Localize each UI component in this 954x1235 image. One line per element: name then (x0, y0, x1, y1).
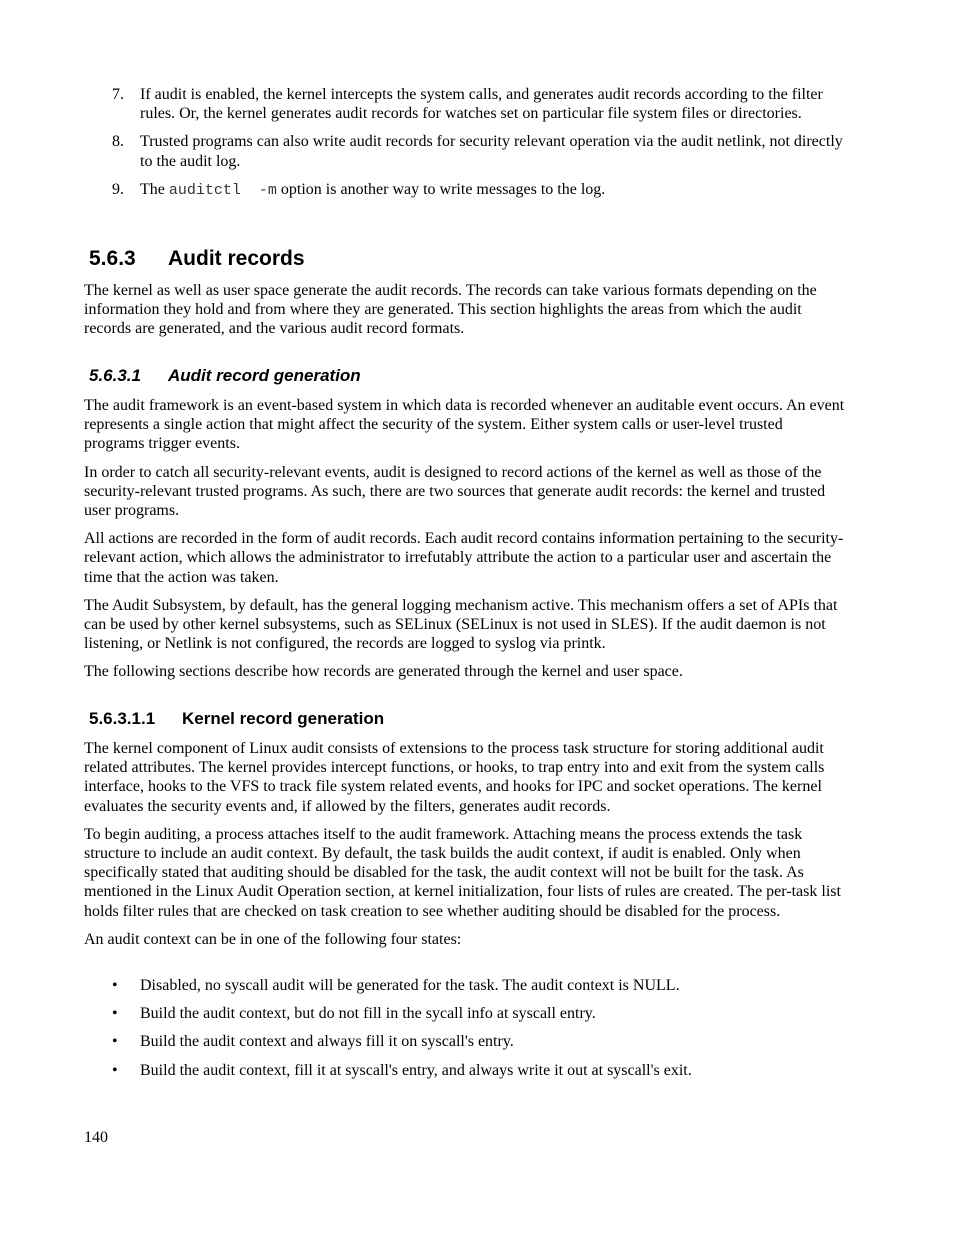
subsection-number: 5.6.3.1 (89, 366, 141, 385)
list-item-text: Trusted programs can also write audit records for security relevant operation via the audit netlink, not directly to the audit log. (140, 133, 843, 170)
section-heading (89, 246, 305, 272)
numbered-list (84, 85, 846, 209)
bullet-icon: • (112, 1005, 118, 1023)
bullet-text: Build the audit context, fill it at syscall's entry, and always write it out at syscall's exit. (140, 1061, 692, 1079)
paragraph: To begin auditing, a process attaches itself to the audit framework. Attaching means the process extends the task structure to include an audit context. By default, the task builds the audit context, if audit is enabled. Only when specifically stated that auditing should be disabled for the task, the audit context will not be built for the task. As mentioned in the Linux Audit Operation section, at kernel initialization, four lists of rules are created. The per-task list holds filter rules that are checked on task creation to see whether auditing should be disabled for the process. (84, 825, 841, 920)
list-item (84, 180, 846, 200)
section-title: Audit records (168, 247, 305, 270)
paragraph: All actions are recorded in the form of audit records. Each audit record contains information pertaining to the security-relevant action, which allows the administrator to irrefutably attribute the action to a particular user and ascertain the time that the action was taken. (84, 530, 844, 586)
bullet-text: Build the audit context and always fill it on syscall's entry. (140, 1033, 514, 1051)
bullet-item (84, 1004, 846, 1023)
bullet-list (84, 976, 846, 1089)
bullet-item (84, 976, 846, 995)
bullet-icon: • (112, 1033, 118, 1051)
subsection-heading (89, 365, 361, 387)
paragraph: The kernel as well as user space generate the audit records. The records can take various formats depending on the information they hold and from where they are generated. This section highlights the areas from which the audit records are generated, and the various audit record formats. (84, 282, 817, 338)
subsubsection-number: 5.6.3.1.1 (89, 709, 156, 728)
paragraph: The Audit Subsystem, by default, has the general logging mechanism active. This mechanism offers a set of APIs that can be used by other kernel subsystems, such as SELinux (SELinux is not used in SLES). If the audit daemon is not listening, or Netlink is not configured, the records are logged to syslog via printk. (84, 596, 838, 653)
paragraph: The kernel component of Linux audit consists of extensions to the process task structure for storing additional audit related attributes. The kernel provides intercept functions, or hooks, to trap entry into and exit from the system calls interface, hooks to the VFS to track file system related events, and hooks for IPC and socket operations. The kernel evaluates the security events and, if allowed by the filters, generates audit records. (84, 740, 825, 815)
bullet-item (84, 1061, 846, 1080)
list-item-text-prefix: The (140, 180, 169, 198)
subsection-title: Audit record generation (168, 366, 361, 385)
list-item (84, 132, 846, 170)
paragraph: In order to catch all security-relevant events, audit is designed to record actions of the kernel as well as those of the security-relevant trusted programs. As such, there are two sources that generate audit records: the kernel and trusted user programs. (84, 463, 826, 520)
bullet-icon: • (112, 1061, 118, 1079)
section-number: 5.6.3 (89, 247, 136, 270)
subsection-body (84, 396, 846, 691)
subsubsection-heading (89, 708, 384, 730)
list-item-number: 9. (112, 180, 124, 198)
bullet-text: Build the audit context, but do not fill in the sycall info at syscall entry. (140, 1005, 596, 1023)
paragraph: An audit context can be in one of the following four states: (84, 930, 462, 948)
list-item (84, 85, 846, 123)
list-item-number: 7. (112, 86, 124, 103)
page-number: 140 (84, 1129, 108, 1146)
list-item-number: 8. (112, 133, 124, 151)
section-body (84, 281, 846, 348)
paragraph: The audit framework is an event-based system in which data is recorded whenever an auditable event occurs. An event represents a single action that might affect the security of the system. Either system calls or user-level trusted programs trigger events. (84, 397, 845, 453)
bullet-item (84, 1032, 846, 1051)
list-item-text-suffix: option is another way to write messages to the log. (276, 180, 606, 198)
bullet-icon: • (112, 977, 118, 994)
list-item-text: If audit is enabled, the kernel intercepts the system calls, and generates audit records according to the filter rules. Or, the kernel generates audit records for watches set on particular file system files or directories. (140, 86, 823, 123)
subsubsection-body (84, 739, 846, 958)
bullet-text: Disabled, no syscall audit will be generated for the task. The audit context is NULL. (140, 977, 680, 994)
subsubsection-title: Kernel record generation (182, 709, 385, 728)
inline-code: auditctl -m (168, 181, 277, 199)
paragraph: The following sections describe how records are generated through the kernel and user space. (84, 663, 683, 681)
